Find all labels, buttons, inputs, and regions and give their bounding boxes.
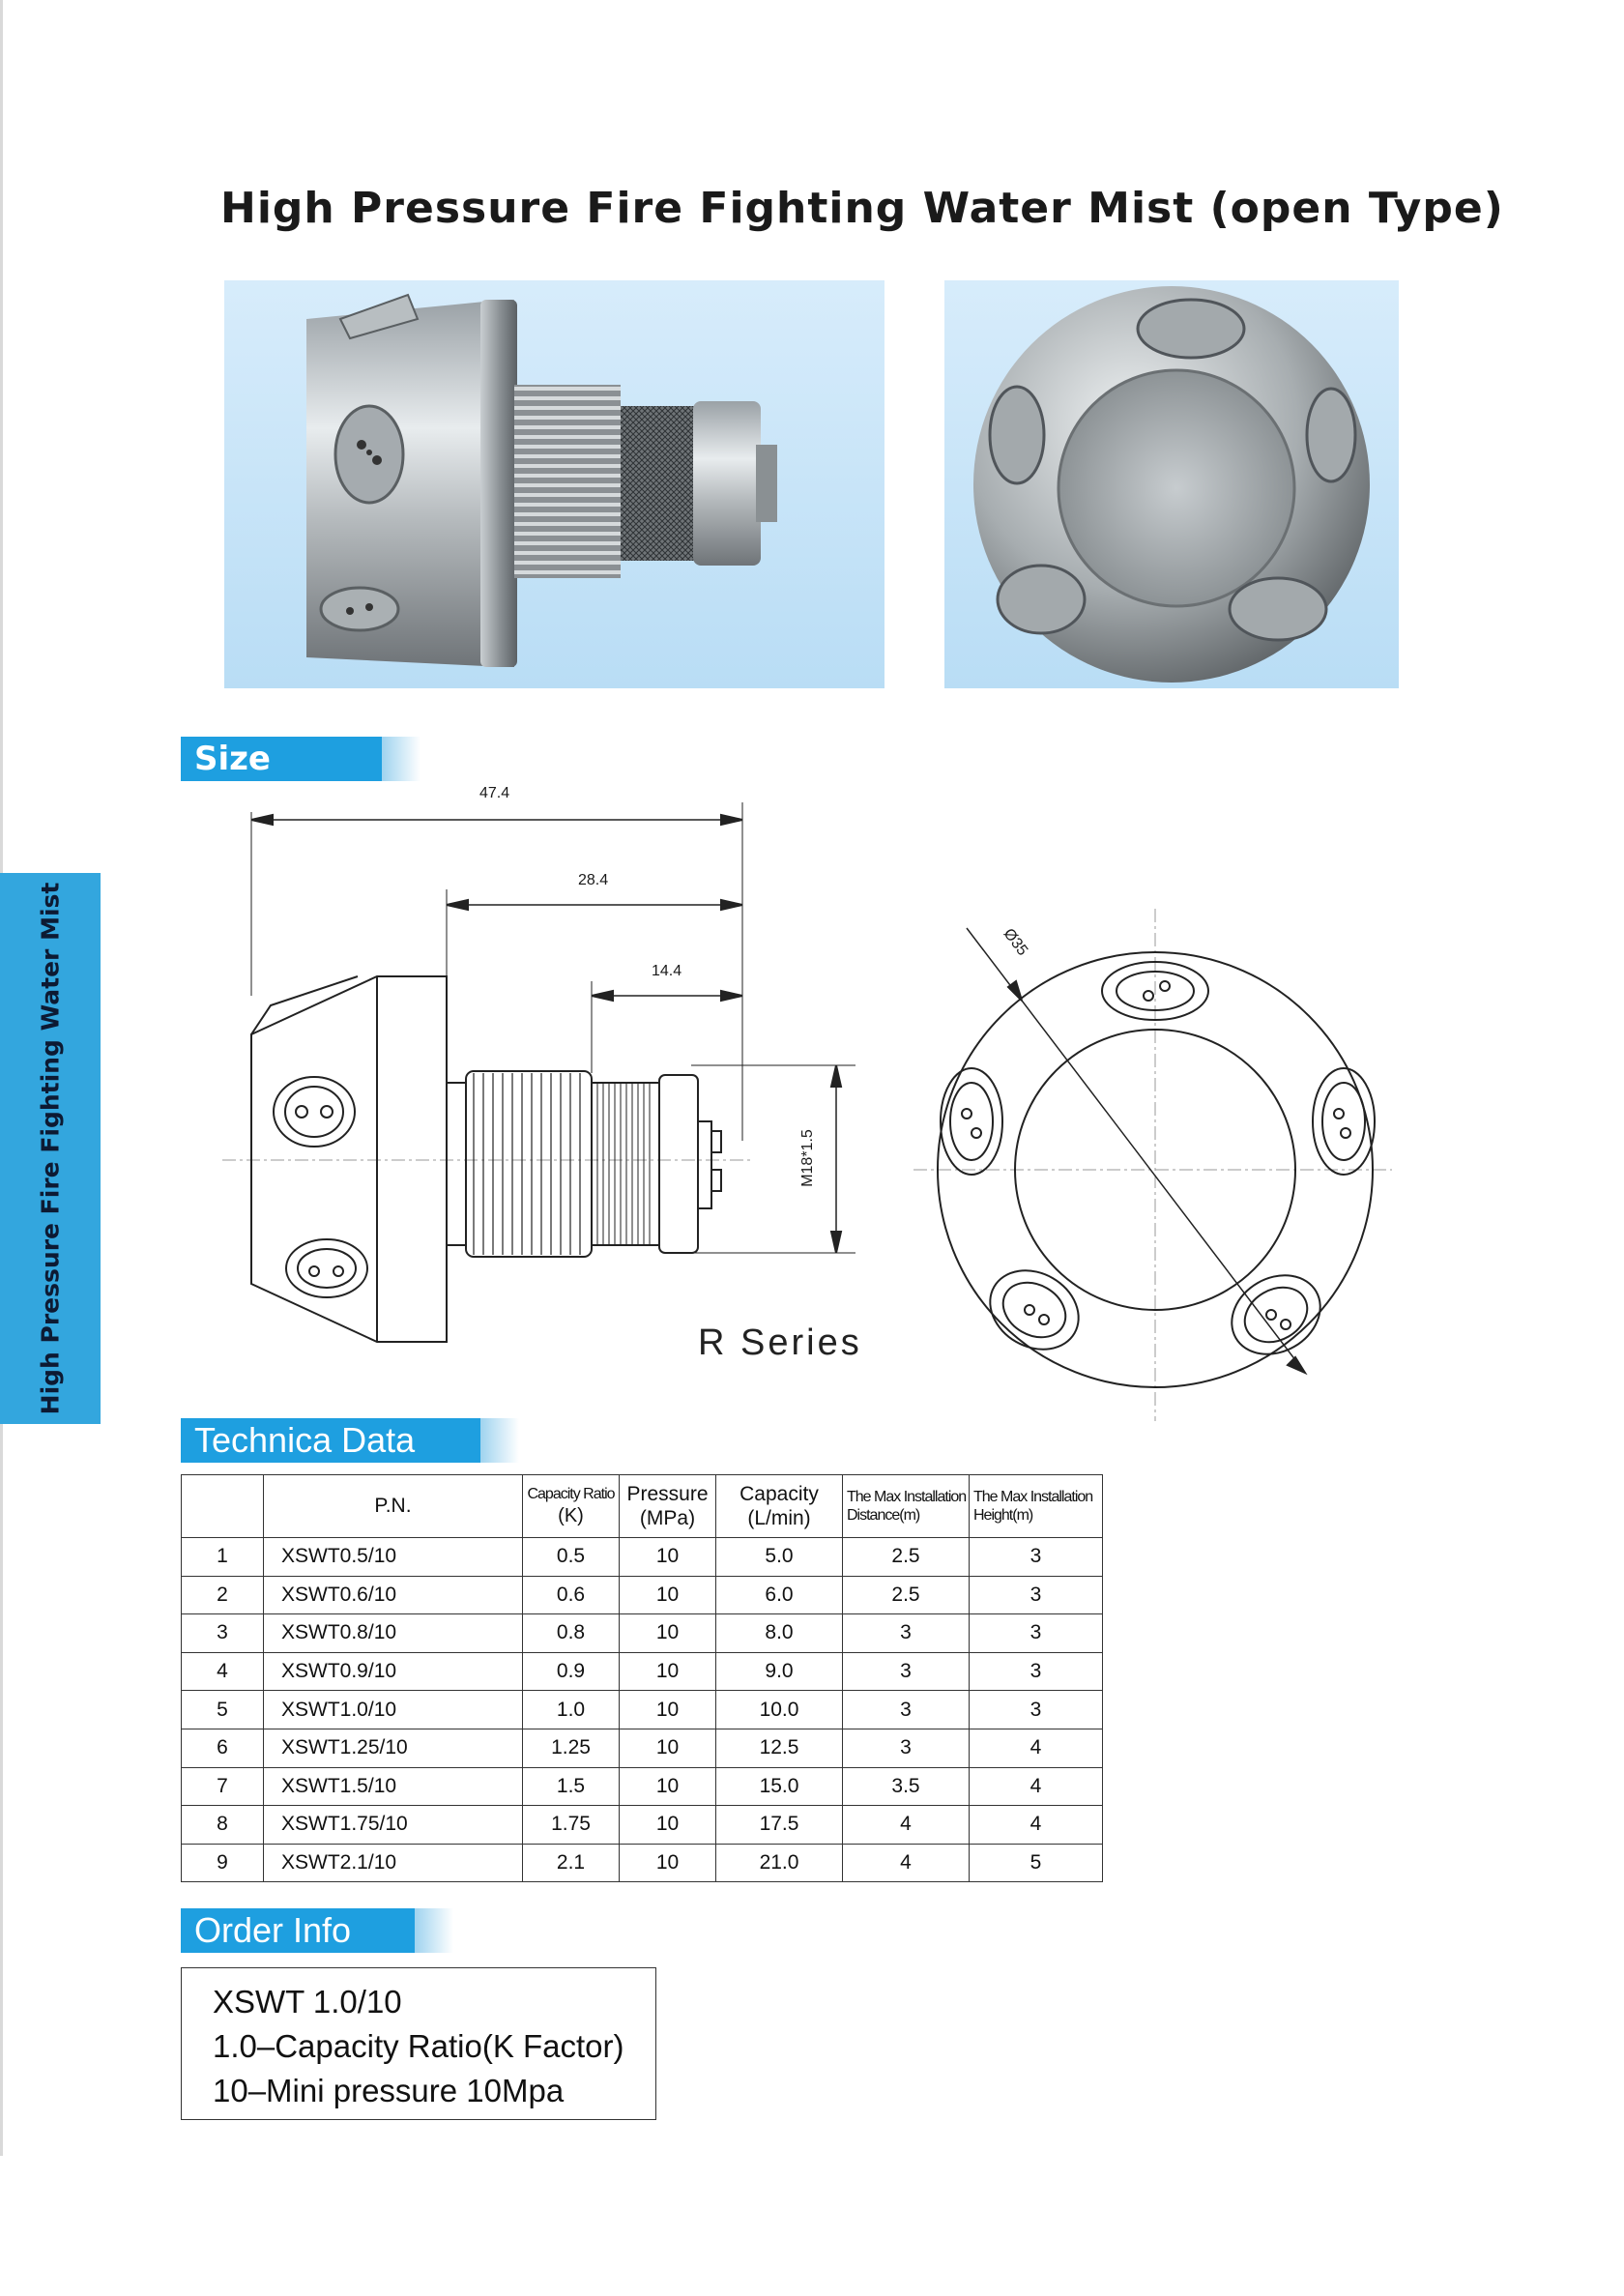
table-header-index [182, 1475, 264, 1538]
table-row [182, 1767, 1103, 1806]
cell-pn: XSWT0.6/10 [264, 1576, 523, 1614]
cell-k: 1.25 [523, 1729, 620, 1767]
cell-index: 1 [182, 1538, 264, 1577]
cell-k: 1.5 [523, 1767, 620, 1806]
order-line-model: XSWT 1.0/10 [213, 1984, 402, 2020]
cell-pn: XSWT2.1/10 [264, 1844, 523, 1882]
cell-pressure: 10 [620, 1691, 716, 1729]
cell-height: 3 [970, 1614, 1103, 1653]
cell-distance: 3.5 [843, 1767, 970, 1806]
cell-pn: XSWT1.75/10 [264, 1806, 523, 1845]
section-label-order: Order Info [181, 1908, 415, 1953]
cell-index: 2 [182, 1576, 264, 1614]
cell-height: 5 [970, 1844, 1103, 1882]
side-tab-label: High Pressure Fire Fighting Water Mist [36, 882, 65, 1415]
cell-height: 3 [970, 1691, 1103, 1729]
cell-distance: 3 [843, 1691, 970, 1729]
section-label-technical: Technica Data [181, 1418, 480, 1463]
cell-index: 7 [182, 1767, 264, 1806]
nozzle-side-illustration [224, 280, 884, 688]
cell-height: 4 [970, 1806, 1103, 1845]
dim-thread-label: M18*1.5 [799, 1129, 816, 1187]
cell-k: 0.6 [523, 1576, 620, 1614]
cell-capacity: 15.0 [716, 1767, 843, 1806]
cell-height: 3 [970, 1576, 1103, 1614]
cell-pressure: 10 [620, 1844, 716, 1882]
cell-pressure: 10 [620, 1538, 716, 1577]
product-photo-front [944, 280, 1399, 688]
cell-pn: XSWT1.25/10 [264, 1729, 523, 1767]
technical-data-table [181, 1474, 1103, 1882]
table-header-pressure: Pressure (MPa) [620, 1475, 716, 1538]
cell-height: 3 [970, 1652, 1103, 1691]
cell-capacity: 9.0 [716, 1652, 843, 1691]
cell-k: 0.9 [523, 1652, 620, 1691]
table-header-capacity: Capacity (L/min) [716, 1475, 843, 1538]
section-label-size: Size [181, 737, 382, 781]
cell-index: 4 [182, 1652, 264, 1691]
nozzle-front-illustration [944, 280, 1399, 688]
order-line-pressure: 10–Mini pressure 10Mpa [213, 2073, 565, 2108]
cell-capacity: 17.5 [716, 1806, 843, 1845]
dim-mid-label: 28.4 [578, 872, 609, 888]
table-row [182, 1652, 1103, 1691]
cell-pressure: 10 [620, 1767, 716, 1806]
cell-capacity: 12.5 [716, 1729, 843, 1767]
cell-capacity: 6.0 [716, 1576, 843, 1614]
cell-index: 5 [182, 1691, 264, 1729]
page-title: High Pressure Fire Fighting Water Mist (open Type) [220, 184, 1504, 233]
table-row [182, 1729, 1103, 1767]
cell-distance: 4 [843, 1806, 970, 1845]
cell-k: 0.5 [523, 1538, 620, 1577]
cell-k: 0.8 [523, 1614, 620, 1653]
series-label: R Series [698, 1322, 862, 1363]
table-row [182, 1806, 1103, 1845]
cell-distance: 3 [843, 1652, 970, 1691]
cell-height: 3 [970, 1538, 1103, 1577]
table-header-distance: The Max Installation Distance(m) [843, 1475, 970, 1538]
cell-index: 3 [182, 1614, 264, 1653]
cell-pressure: 10 [620, 1614, 716, 1653]
cell-capacity: 5.0 [716, 1538, 843, 1577]
cell-distance: 3 [843, 1614, 970, 1653]
cell-pn: XSWT1.5/10 [264, 1767, 523, 1806]
table-row [182, 1538, 1103, 1577]
table-header-height: The Max Installation Height(m) [970, 1475, 1103, 1538]
product-photo-side [224, 280, 884, 688]
cell-pn: XSWT0.8/10 [264, 1614, 523, 1653]
cell-capacity: 21.0 [716, 1844, 843, 1882]
dim-diameter-label: Ø35 [1000, 925, 1031, 959]
cell-k: 1.75 [523, 1806, 620, 1845]
cell-distance: 2.5 [843, 1538, 970, 1577]
order-info-box [181, 1967, 656, 2120]
cell-pn: XSWT0.5/10 [264, 1538, 523, 1577]
cell-pn: XSWT0.9/10 [264, 1652, 523, 1691]
cell-distance: 4 [843, 1844, 970, 1882]
cell-pn: XSWT1.0/10 [264, 1691, 523, 1729]
table-row [182, 1844, 1103, 1882]
cell-distance: 3 [843, 1729, 970, 1767]
cell-capacity: 10.0 [716, 1691, 843, 1729]
cell-pressure: 10 [620, 1806, 716, 1845]
cell-k: 1.0 [523, 1691, 620, 1729]
cell-k: 2.1 [523, 1844, 620, 1882]
table-row [182, 1691, 1103, 1729]
cell-index: 6 [182, 1729, 264, 1767]
table-header-row [182, 1475, 1103, 1538]
cell-pressure: 10 [620, 1652, 716, 1691]
table-row [182, 1614, 1103, 1653]
cell-capacity: 8.0 [716, 1614, 843, 1653]
cell-pressure: 10 [620, 1729, 716, 1767]
cell-height: 4 [970, 1729, 1103, 1767]
cell-index: 9 [182, 1844, 264, 1882]
order-line-capacity: 1.0–Capacity Ratio(K Factor) [213, 2028, 624, 2064]
cell-height: 4 [970, 1767, 1103, 1806]
table-row [182, 1576, 1103, 1614]
cell-pressure: 10 [620, 1576, 716, 1614]
table-header-k: Capacity Ratio (K) [523, 1475, 620, 1538]
dim-total-label: 47.4 [479, 785, 510, 801]
table-header-pn: P.N. [264, 1475, 523, 1538]
cell-distance: 2.5 [843, 1576, 970, 1614]
dim-small-label: 14.4 [652, 963, 682, 979]
cell-index: 8 [182, 1806, 264, 1845]
